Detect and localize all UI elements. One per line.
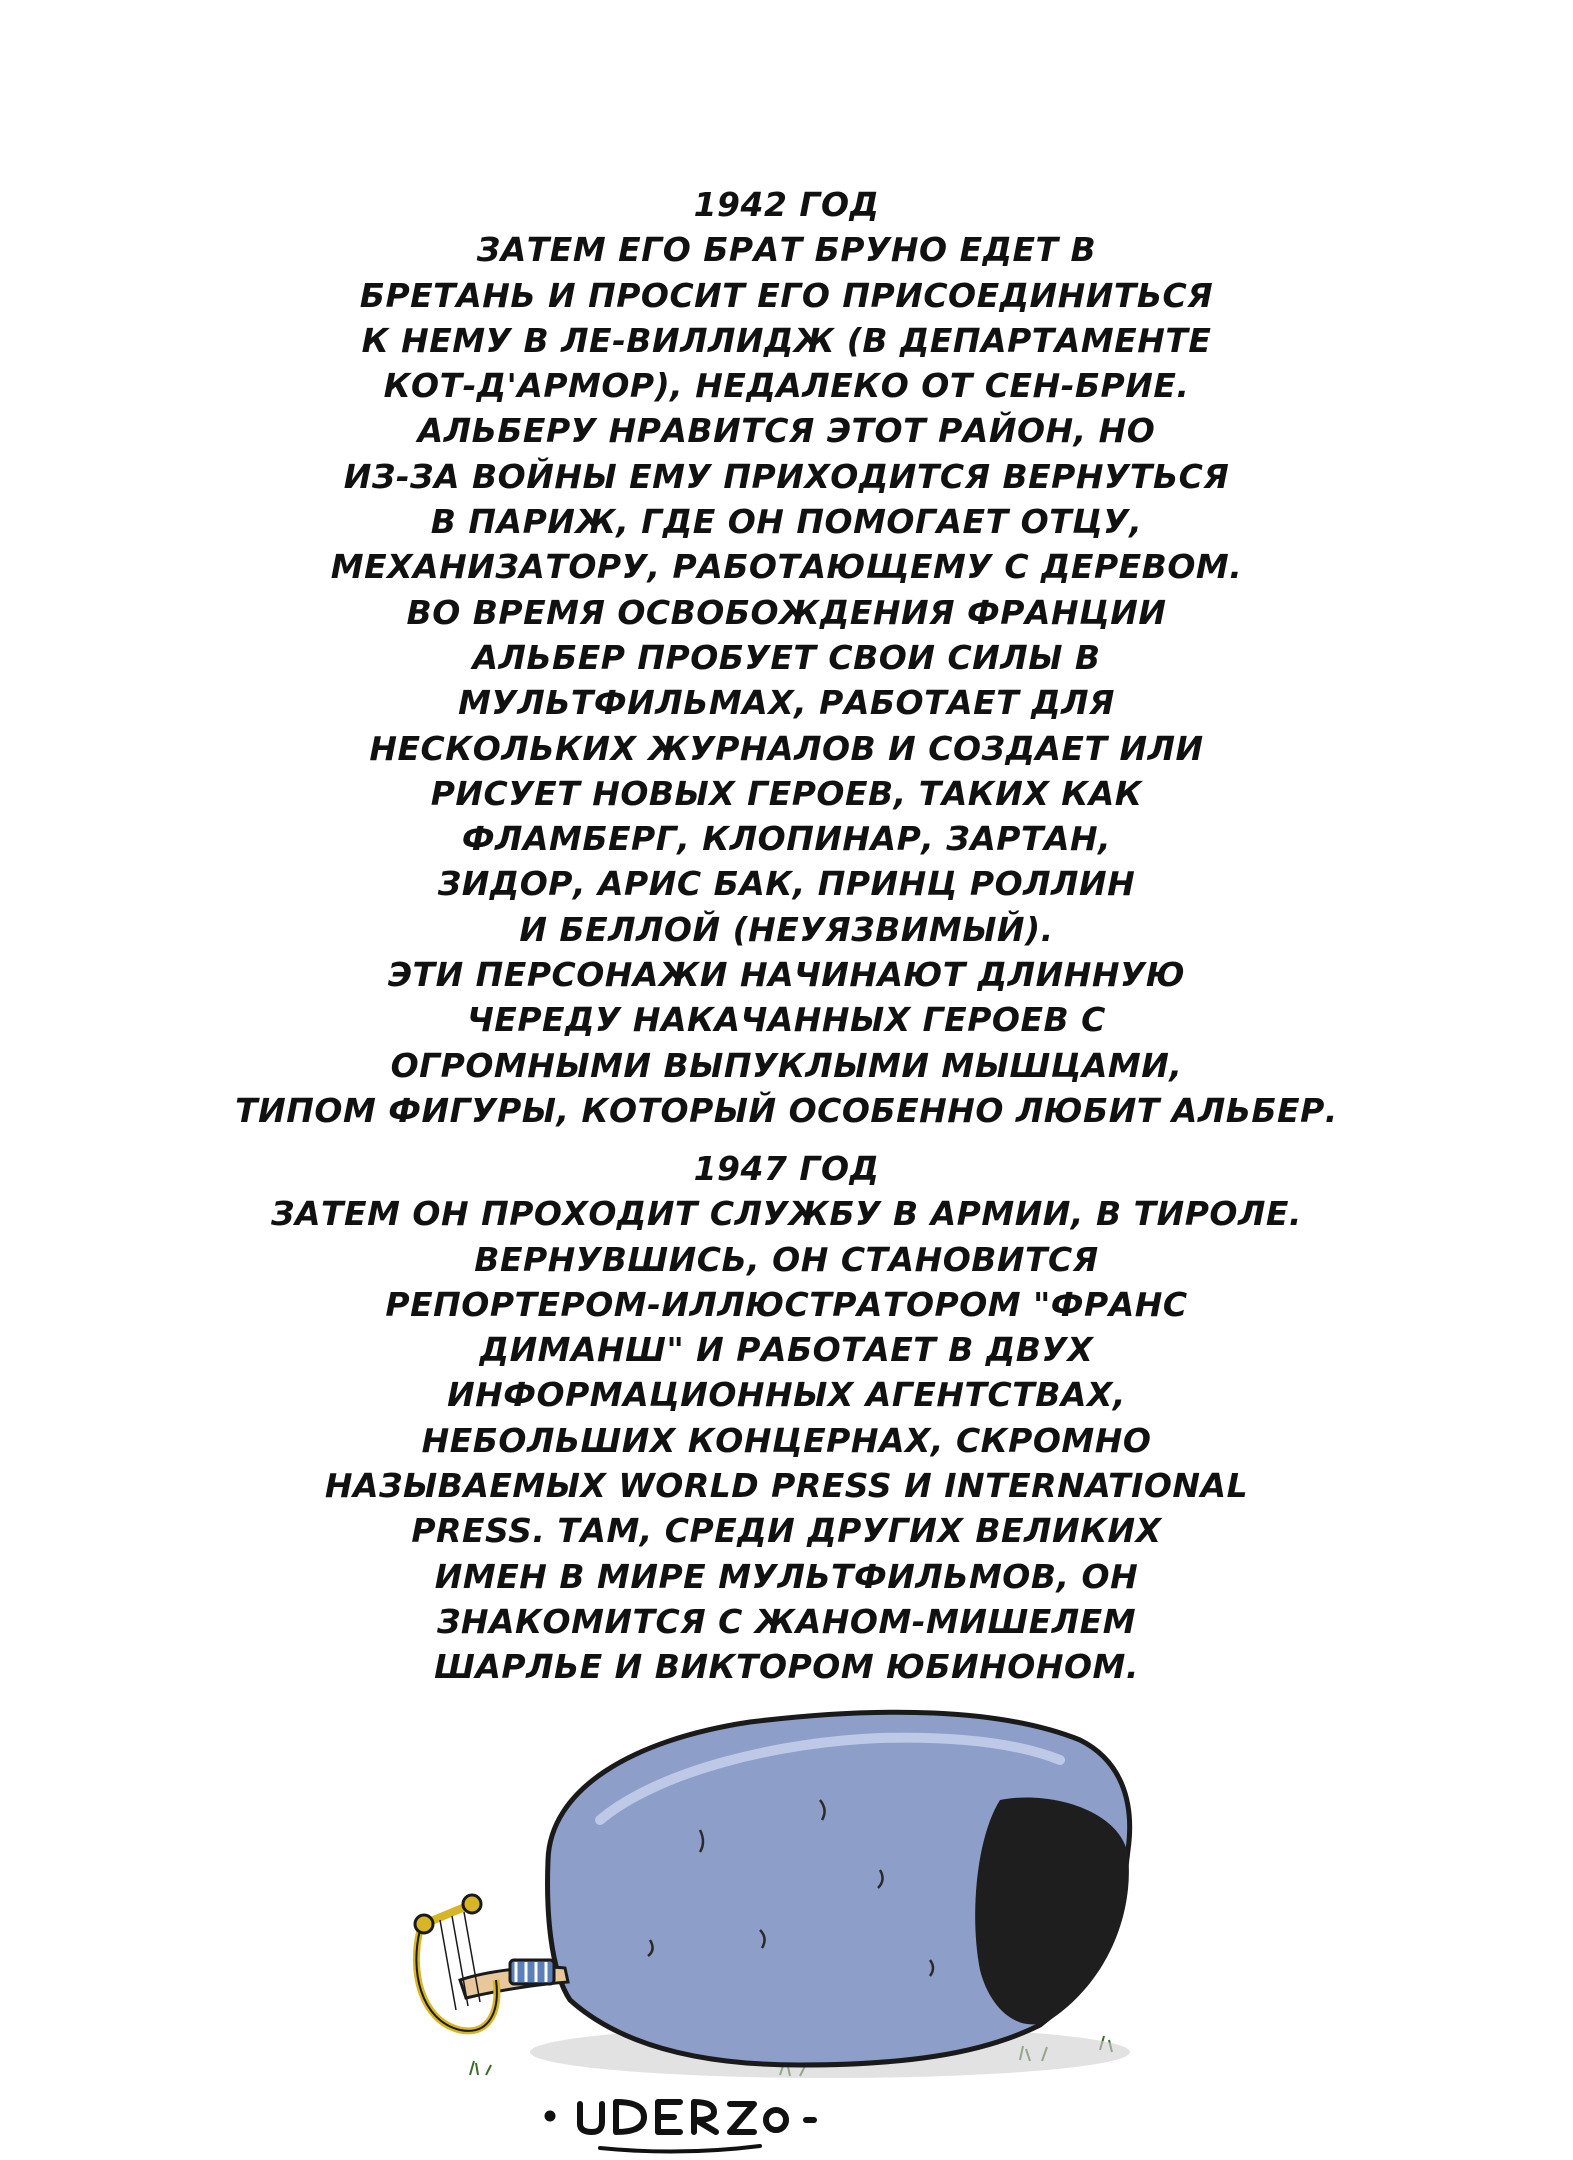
text-line: НЕСКОЛЬКИХ ЖУРНАЛОВ И СОЗДАЕТ ИЛИ [369,728,1204,768]
text-line: ЗАТЕМ ЕГО БРАТ БРУНО ЕДЕТ В [476,230,1097,270]
text-line: МУЛЬТФИЛЬМАХ, РАБОТАЕТ ДЛЯ [458,683,1115,723]
year-heading-1942: 1942 ГОД [693,185,880,224]
text-line: ТИПОМ ФИГУРЫ, КОТОРЫЙ ОСОБЕННО ЛЮБИТ АЛЬБЕР. [235,1090,1338,1130]
year-heading-1947: 1947 ГОД [693,1149,880,1188]
menhir-illustration [400,1680,1200,2080]
text-line: ИНФОРМАЦИОННЫХ АГЕНТСТВАХ, [447,1375,1126,1415]
text-line: НЕБОЛЬШИХ КОНЦЕРНАХ, СКРОМНО [421,1420,1152,1460]
text-line: ЭТИ ПЕРСОНАЖИ НАЧИНАЮТ ДЛИННУЮ [387,955,1186,995]
text-line: КОТ-Д'АРМОР), НЕДАЛЕКО ОТ СЕН-БРИЕ. [383,366,1190,406]
text-line: ВО ВРЕМЯ ОСВОБОЖДЕНИЯ ФРАНЦИИ [406,592,1167,632]
text-line: АЛЬБЕРУ НРАВИТСЯ ЭТОТ РАЙОН, НО [417,411,1156,451]
text-line: ВЕРНУВШИСЬ, ОН СТАНОВИТСЯ [474,1239,1099,1279]
text-line: К НЕМУ В ЛЕ-ВИЛЛИДЖ (В ДЕПАРТАМЕНТЕ [361,320,1212,360]
text-line: ФЛАМБЕРГ, КЛОПИНАР, ЗАРТАН, [461,819,1112,859]
menhir-dark-end [975,1797,1129,2024]
text-line: PRESS. ТАМ, СРЕДИ ДРУГИХ ВЕЛИКИХ [411,1511,1162,1551]
text-line: АЛЬБЕР ПРОБУЕТ СВОИ СИЛЫ В [472,637,1101,677]
text-line: ШАРЛЬЕ И ВИКТОРОМ ЮБИНОНОМ. [434,1647,1139,1687]
lyre-icon [415,1895,497,2031]
text-line: И БЕЛЛОЙ (НЕУЯЗВИМЫЙ). [519,909,1054,949]
text-line: МЕХАНИЗАТОРУ, РАБОТАЮЩЕМУ С ДЕРЕВОМ. [330,547,1243,587]
uderzo-signature [540,2090,880,2160]
text-line: РИСУЕТ НОВЫХ ГЕРОЕВ, ТАКИХ КАК [430,773,1143,813]
text-line: ЗНАКОМИТСЯ С ЖАНОМ-МИШЕЛЕМ [436,1601,1137,1641]
text-line: ЗИДОР, АРИС БАК, ПРИНЦ РОЛЛИН [437,864,1136,904]
text-line: БРЕТАНЬ И ПРОСИТ ЕГО ПРИСОЕДИНИТЬСЯ [359,275,1214,315]
text-line: ЗАТЕМ ОН ПРОХОДИТ СЛУЖБУ В АРМИИ, В ТИРОЛЕ. [271,1194,1302,1234]
text-section-1947 [140,1146,1433,1690]
text-section-1942 [140,182,1433,1133]
text-line: ДИМАНШ" И РАБОТАЕТ В ДВУХ [479,1330,1094,1370]
text-line: РЕПОРТЕРОМ-ИЛЛЮСТРАТОРОМ "ФРАНС [385,1284,1188,1324]
text-line: ЧЕРЕДУ НАКАЧАННЫХ ГЕРОЕВ С [467,1000,1106,1040]
text-line: В ПАРИЖ, ГДЕ ОН ПОМОГАЕТ ОТЦУ, [430,502,1143,542]
text-line: ИМЕН В МИРЕ МУЛЬТФИЛЬМОВ, ОН [434,1556,1139,1596]
text-line: ОГРОМНЫМИ ВЫПУКЛЫМИ МЫШЦАМИ, [390,1045,1183,1085]
text-line: НАЗЫВАЕМЫХ WORLD PRESS И INTERNATIONAL [324,1466,1249,1506]
text-line: ИЗ-ЗА ВОЙНЫ ЕМУ ПРИХОДИТСЯ ВЕРНУТЬСЯ [343,456,1230,496]
